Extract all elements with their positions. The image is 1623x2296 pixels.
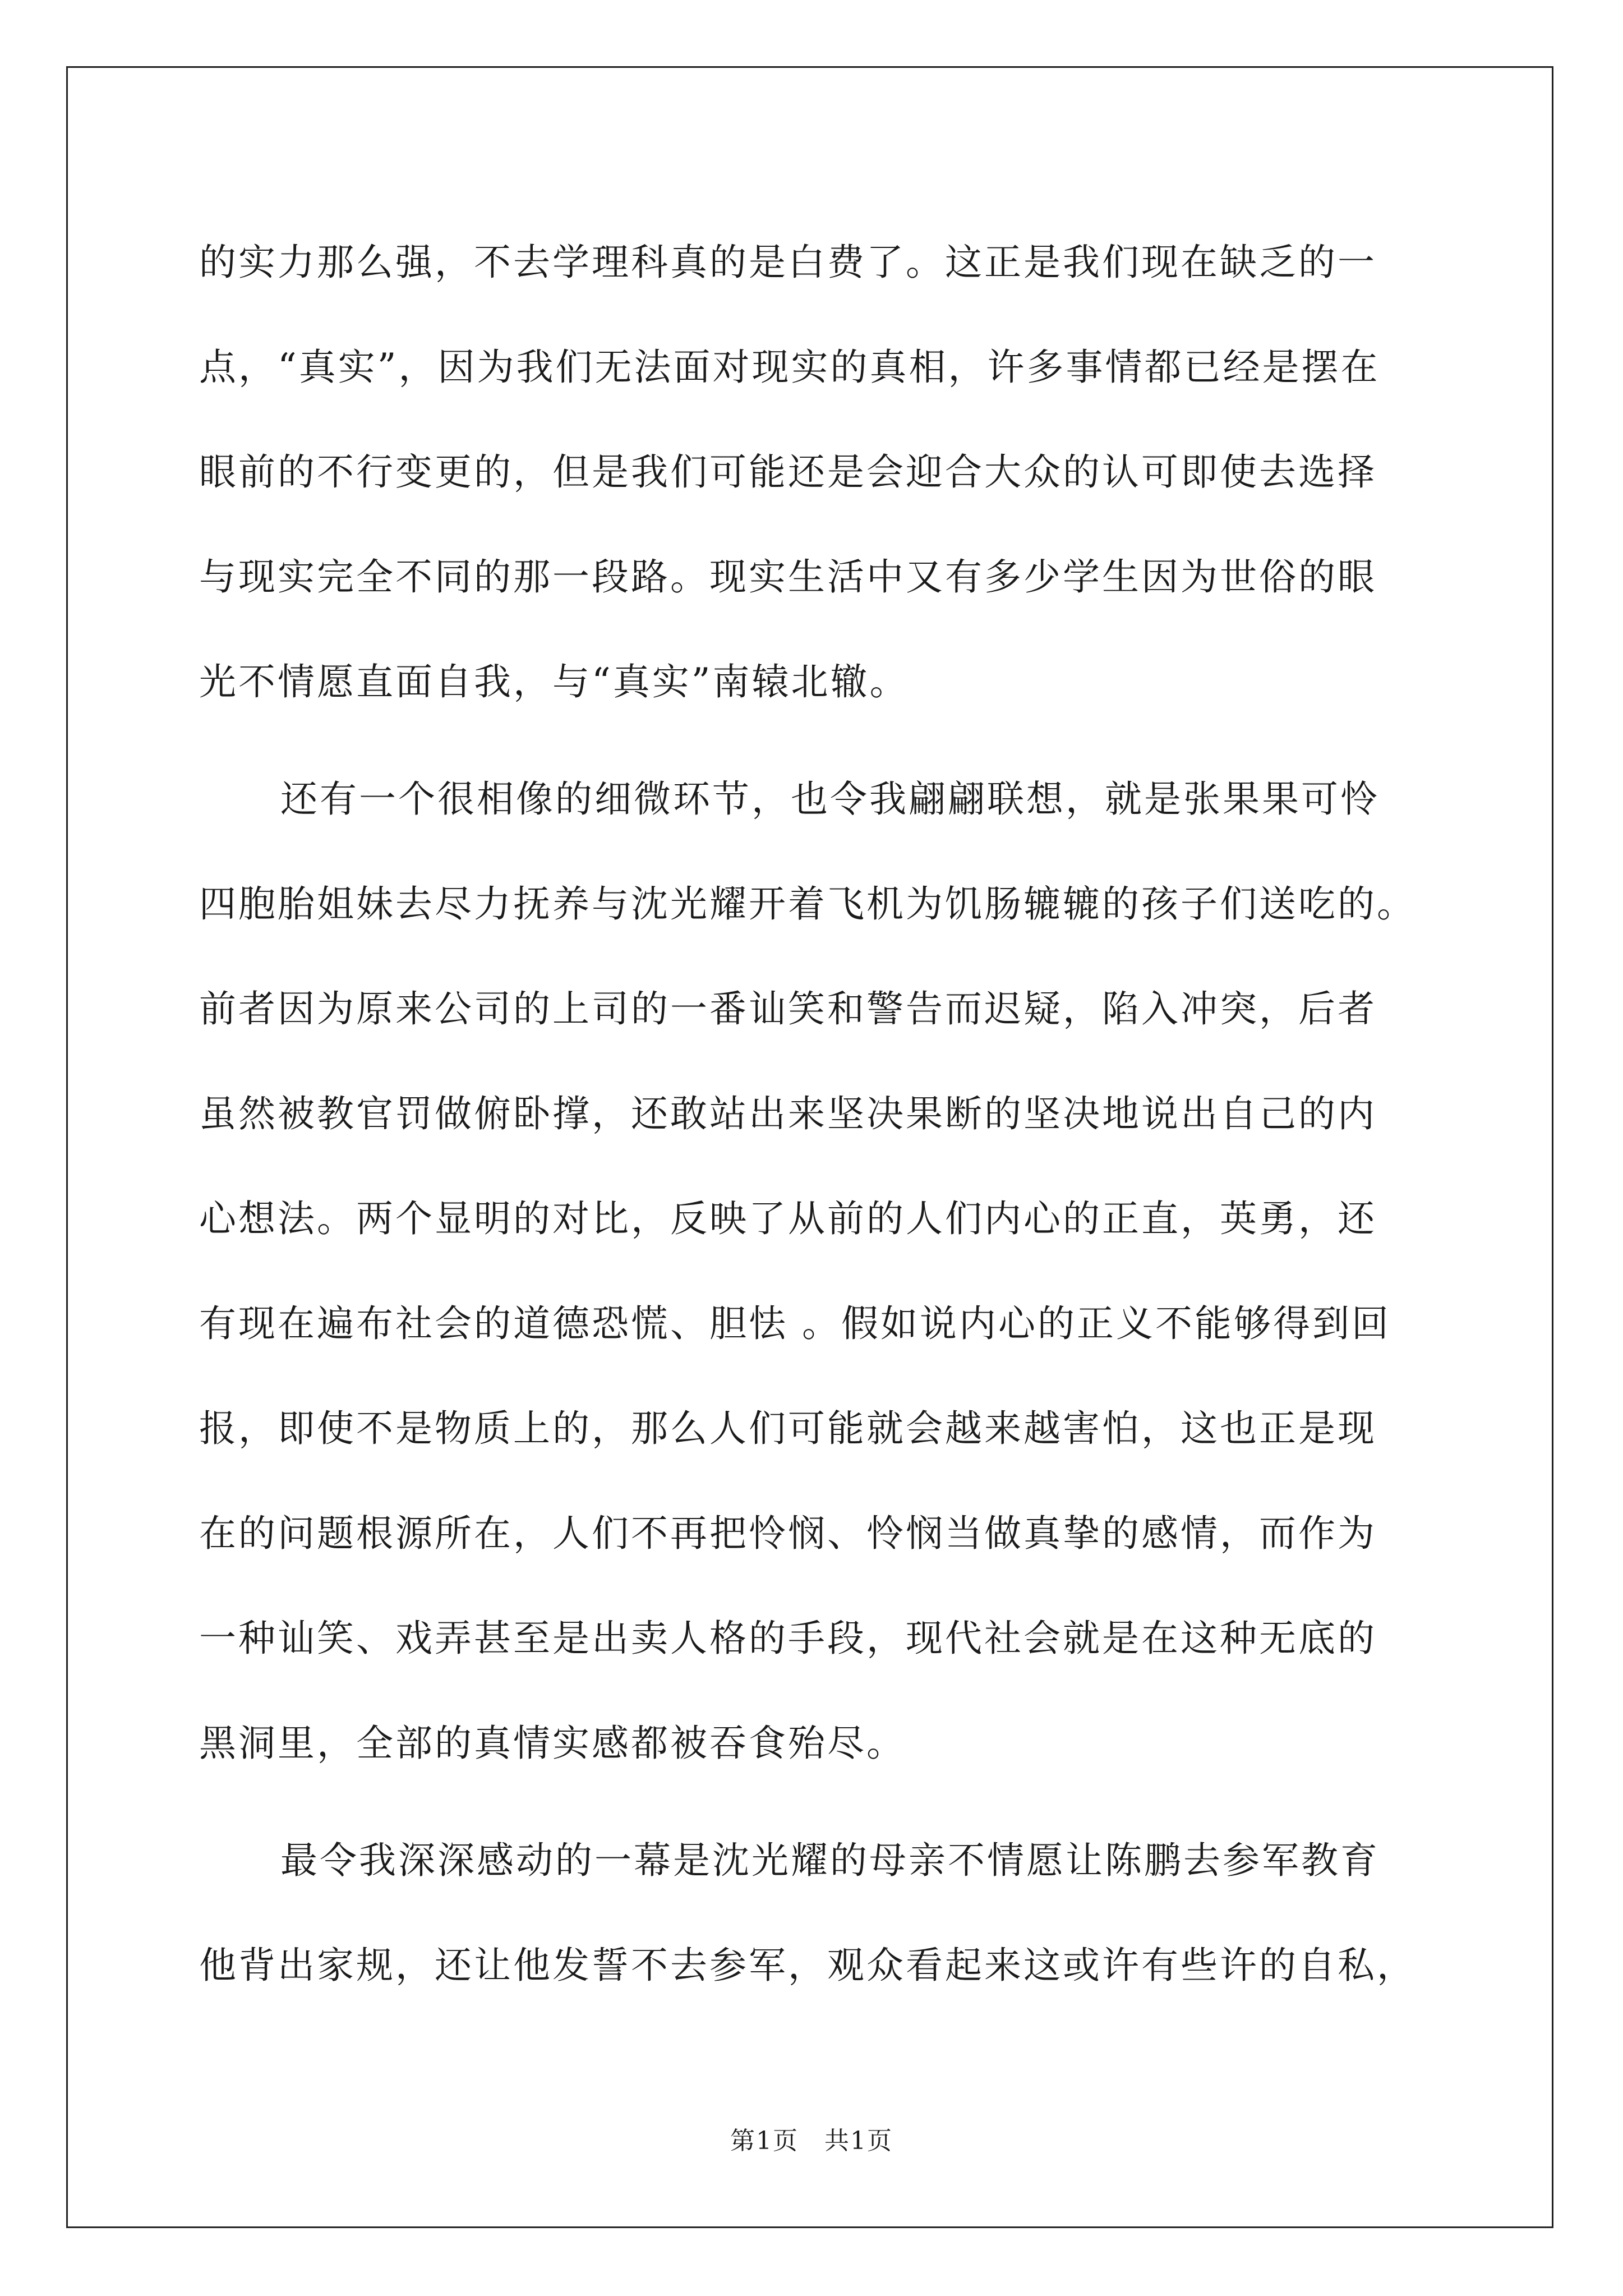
- text-line: 的实力那么强，不去学理科真的是白费了。这正是我们现在缺乏的一: [199, 241, 1377, 284]
- text-line: 与现实完全不同的那一段路。现实生活中又有多少学生因为世俗的眼: [199, 555, 1377, 599]
- text-line: 眼前的不行变更的，但是我们可能还是会迎合大众的认可即使去选择: [199, 450, 1377, 494]
- text-line: 点，“真实”，因为我们无法面对现实的真相，许多事情都已经是摆在: [199, 346, 1380, 389]
- text-line: 还有一个很相像的细微环节，也令我翩翩联想，就是张果果可怜: [280, 777, 1380, 821]
- document-body: [199, 210, 1433, 2018]
- page-number-footer: 第1页 共1页: [730, 2127, 893, 2155]
- text-line: 光不情愿直面自我，与“真实”南辕北辙。: [199, 660, 909, 703]
- text-line: 黑洞里，全部的真情实感都被吞食殆尽。: [199, 1722, 906, 1765]
- text-line: 在的问题根源所在，人们不再把怜悯、怜悯当做真挚的感情，而作为: [199, 1512, 1377, 1555]
- text-line: 他背出家规，还让他发誓不去参军，观众看起来这或许有些许的自私，: [199, 1944, 1416, 1987]
- text-line: 虽然被教官罚做俯卧撑，还敢站出来坚决果断的坚决地说出自己的内: [199, 1092, 1377, 1135]
- text-line: 有现在遍布社会的道德恐慌、胆怯 。假如说内心的正义不能够得到回: [199, 1302, 1391, 1345]
- text-line: 四胞胎姐妹去尽力抚养与沈光耀开着飞机为饥肠辘辘的孩子们送吃的。: [199, 882, 1416, 926]
- paragraph-2: [199, 747, 1433, 1796]
- paragraph-1: [199, 210, 1433, 734]
- text-line: 报，即使不是物质上的，那么人们可能就会越来越害怕，这也正是现: [199, 1407, 1377, 1450]
- paragraph-3: [199, 1808, 1433, 2018]
- text-line: 前者因为原来公司的上司的一番讪笑和警告而迟疑，陷入冲突，后者: [199, 987, 1377, 1030]
- text-line: 一种讪笑、戏弄甚至是出卖人格的手段，现代社会就是在这种无底的: [199, 1617, 1377, 1660]
- text-line: 心想法。两个显明的对比，反映了从前的人们内心的正直，英勇，还: [199, 1197, 1377, 1240]
- text-line: 最令我深深感动的一幕是沈光耀的母亲不情愿让陈鹏去参军教育: [280, 1839, 1380, 1882]
